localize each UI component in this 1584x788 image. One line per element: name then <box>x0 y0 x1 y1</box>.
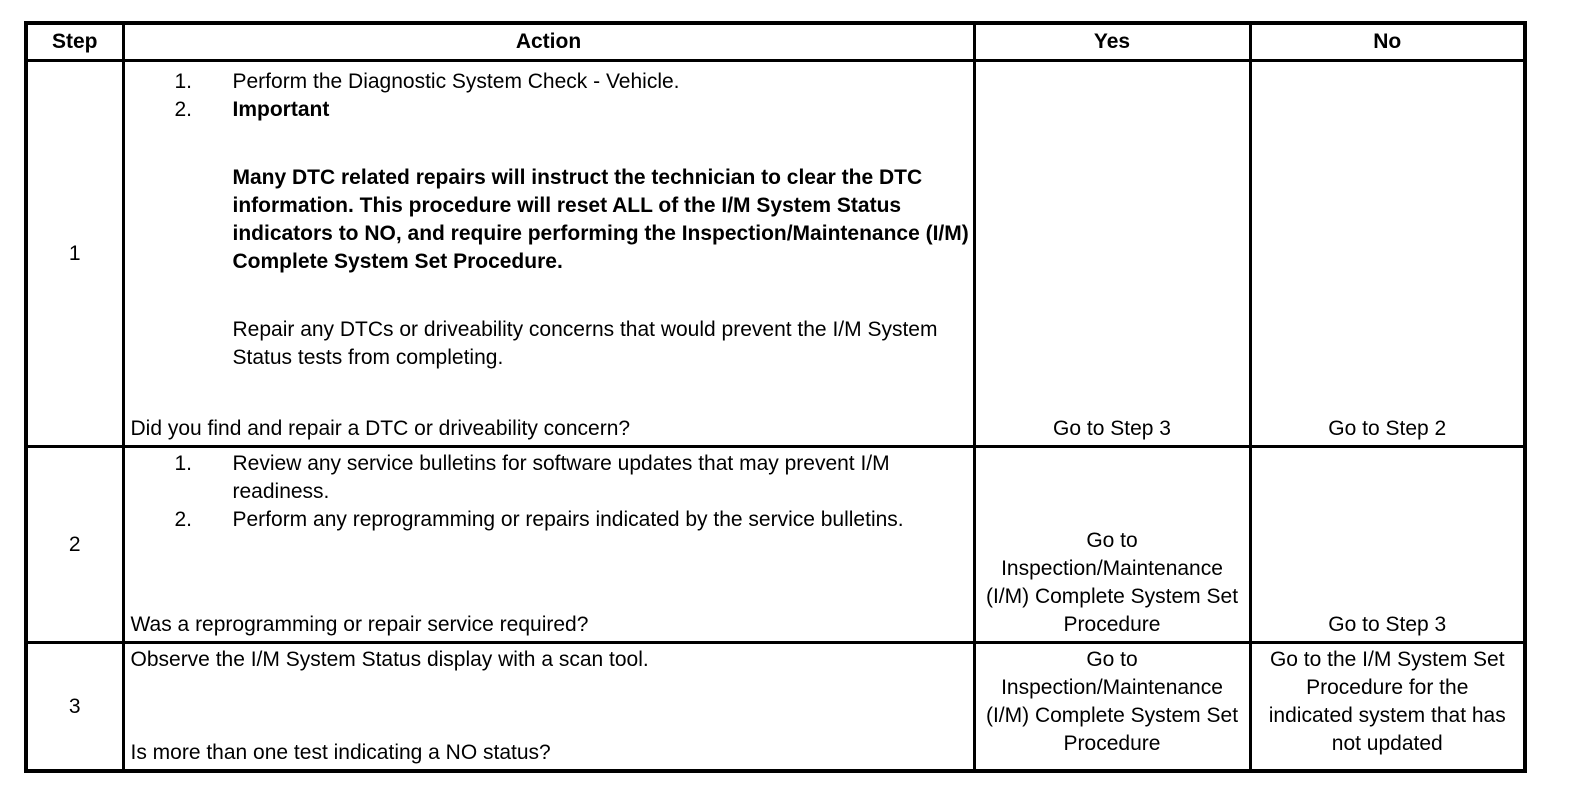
header-step: Step <box>26 23 123 61</box>
step-number: 1 <box>26 61 123 447</box>
list-item <box>175 506 967 534</box>
yes-result: Go to Inspection/Maintenance (I/M) Complete System Set Procedure <box>974 447 1250 643</box>
step-number: 3 <box>26 643 123 772</box>
diagnostic-table <box>24 21 1527 773</box>
header-row <box>26 23 1525 61</box>
observe-text: Observe the I/M System Status display with a scan tool. <box>130 648 649 671</box>
table-row-step-2 <box>26 447 1525 643</box>
step-question: Is more than one test indicating a NO status? <box>130 741 551 764</box>
list-item <box>175 68 967 96</box>
step-number: 2 <box>26 447 123 643</box>
action-cell <box>123 643 974 772</box>
important-heading: Important <box>232 98 330 121</box>
no-result: Go to Step 3 <box>1250 447 1525 643</box>
important-note: Many DTC related repairs will instruct the technician to clear the DTC information. This procedure will reset ALL of the I/M System Status indicators to NO, and require performing the Inspection/Maintenance (I/M) Complete System Set Procedure. <box>232 166 969 273</box>
list-text: Perform any reprogramming or repairs indicated by the service bulletins. <box>232 508 904 531</box>
action-cell <box>123 61 974 447</box>
header-no: No <box>1250 23 1525 61</box>
list-number: 2. <box>174 98 193 121</box>
list-item <box>175 96 967 124</box>
header-yes: Yes <box>974 23 1250 61</box>
list-number: 2. <box>174 508 193 531</box>
no-result: Go to the I/M System Set Procedure for the indicated system that has not updated <box>1250 643 1525 772</box>
list-text: Review any service bulletins for software updates that may prevent I/M readiness. <box>232 452 890 503</box>
action-cell <box>123 447 974 643</box>
yes-result: Go to Step 3 <box>974 61 1250 447</box>
table-row-step-3 <box>26 643 1525 772</box>
list-text: Perform the Diagnostic System Check - Vehicle. <box>232 70 680 93</box>
yes-result: Go to Inspection/Maintenance (I/M) Complete System Set Procedure <box>974 643 1250 772</box>
header-action: Action <box>123 23 974 61</box>
table-row-step-1 <box>26 61 1525 447</box>
step-question: Was a reprogramming or repair service required? <box>130 613 589 636</box>
step-question: Did you find and repair a DTC or driveability concern? <box>130 417 631 440</box>
no-result: Go to Step 2 <box>1250 61 1525 447</box>
list-number: 1. <box>174 452 193 475</box>
list-item <box>175 450 967 506</box>
repair-note: Repair any DTCs or driveability concerns that would prevent the I/M System Status tests from completing. <box>232 318 938 369</box>
list-number: 1. <box>174 70 193 93</box>
